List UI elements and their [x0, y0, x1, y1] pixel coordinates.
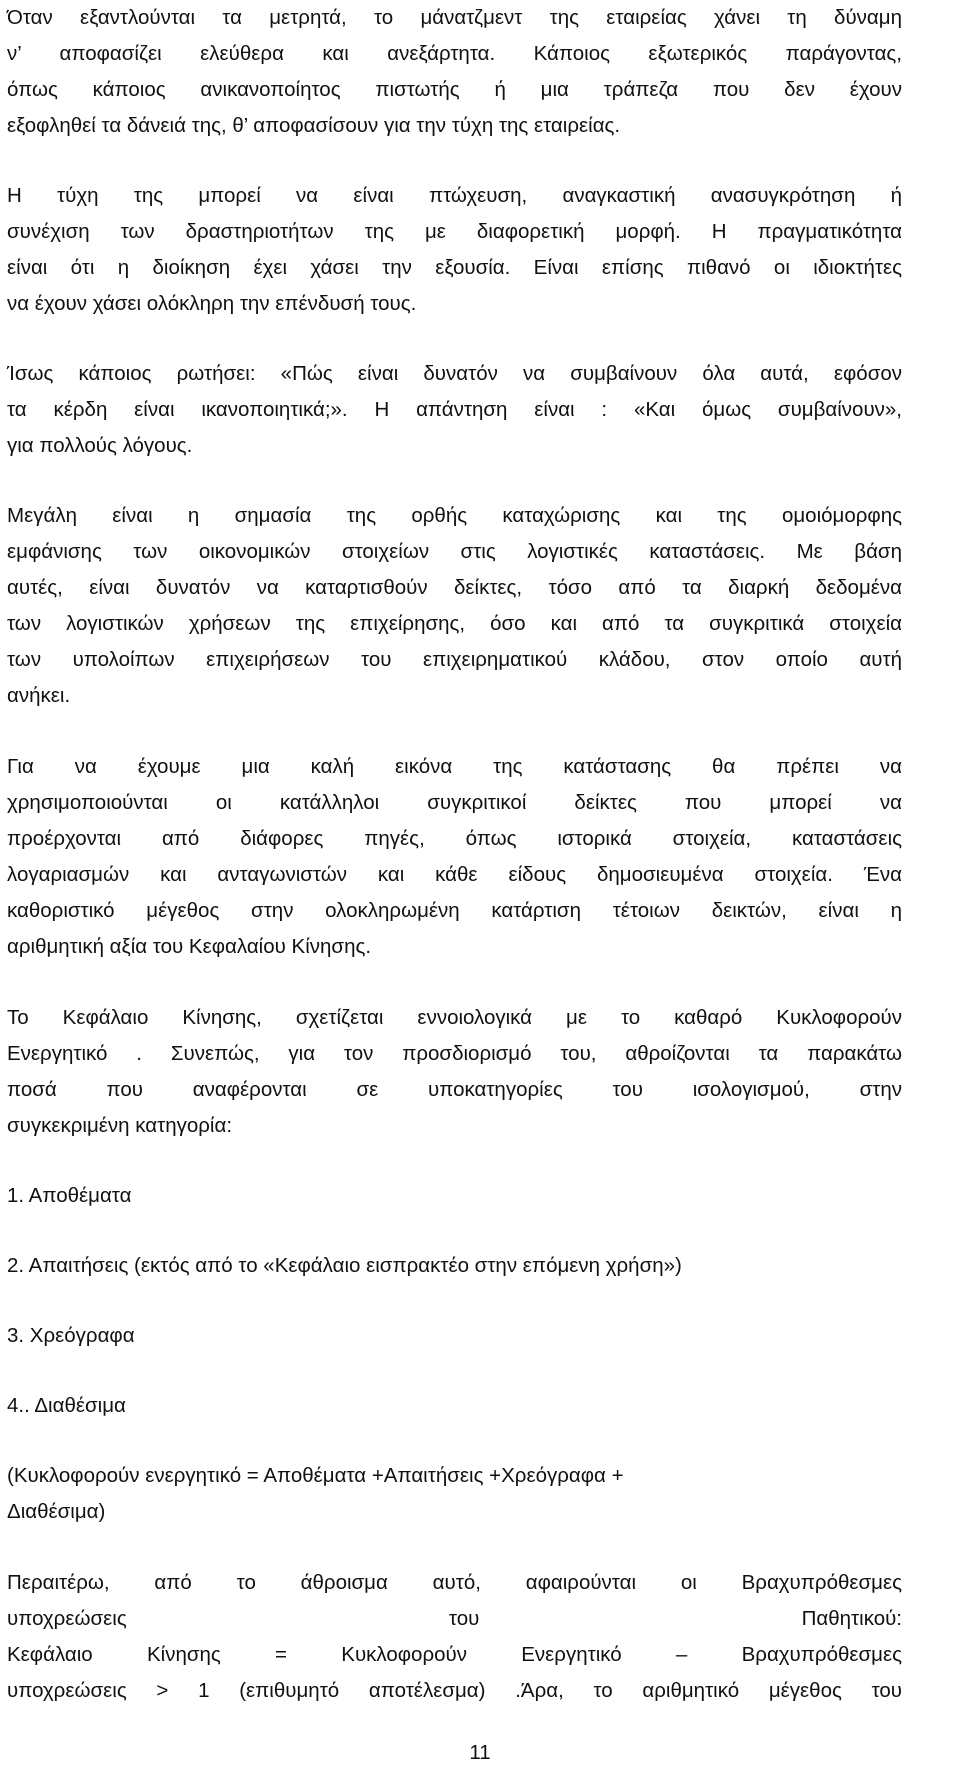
text-line: Για να έχουμε μια καλή εικόνα της κατάστασης θα πρέπει να	[7, 755, 902, 778]
paragraph-short-term-liabilities	[7, 1565, 902, 1709]
paragraph-financial-records	[7, 498, 902, 714]
text-line: τα κέρδη είναι ικανοποιητικά;». Η απάντηση είναι : «Και όμως συμβαίνουν»,	[7, 398, 902, 421]
paragraph-cash-depletion	[7, 0, 902, 144]
paragraph-company-fate	[7, 178, 902, 322]
list-item: 2. Απαιτήσεις (εκτός από το «Κεφάλαιο εισπρακτέο στην επόμενη χρήση»)	[7, 1254, 682, 1277]
text-line: Διαθέσιμα)	[7, 1500, 106, 1523]
text-line: υποχρεώσεις > 1 (επιθυμητό αποτέλεσμα) .Άρα, το αριθμητικό μέγεθος του	[7, 1679, 902, 1702]
text-line: των λογιστικών χρήσεων της επιχείρησης, όσο και από τα συγκριτικά στοιχεία	[7, 612, 902, 635]
text-line: για πολλούς λόγους.	[7, 434, 193, 457]
text-line: όπως κάποιος ανικανοποίητος πιστωτής ή μια τράπεζα που δεν έχουν	[7, 78, 902, 101]
paragraph-question	[7, 356, 902, 464]
page-number: 11	[469, 1741, 491, 1764]
text-line: αριθμητική αξία του Κεφαλαίου Κίνησης.	[7, 935, 372, 958]
text-line: ανήκει.	[7, 684, 71, 707]
text-line: να έχουν χάσει ολόκληρη την επένδυσή τους.	[7, 292, 417, 315]
text-line: Ενεργητικό . Συνεπώς, για τον προσδιορισμό του, αθροίζονται τα παρακάτω	[7, 1042, 902, 1065]
text-line: Κεφάλαιο Κίνησης = Κυκλοφορούν Ενεργητικό – Βραχυπρόθεσμες	[7, 1643, 902, 1666]
text-line: (Κυκλοφορούν ενεργητικό = Αποθέματα +Απαιτήσεις +Χρεόγραφα +	[7, 1464, 624, 1487]
text-line: υποχρεώσεις του Παθητικού:	[7, 1607, 902, 1630]
formula-current-assets	[7, 1458, 902, 1530]
text-line: Το Κεφάλαιο Κίνησης, σχετίζεται εννοιολογικά με το καθαρό Κυκλοφορούν	[7, 1006, 902, 1029]
document-page	[7, 0, 902, 1709]
text-line: Περαιτέρω, από το άθροισμα αυτό, αφαιρούνται οι Βραχυπρόθεσμες	[7, 1571, 902, 1594]
paragraph-working-capital	[7, 1000, 902, 1144]
text-line: εξοφληθεί τα δάνειά της, θ’ αποφασίσουν για την τύχη της εταιρείας.	[7, 114, 621, 137]
text-line: Μεγάλη είναι η σημασία της ορθής καταχώρισης και της ομοιόμορφης	[7, 504, 902, 527]
text-line: εμφάνισης των οικονομικών στοιχείων στις λογιστικές καταστάσεις. Με βάση	[7, 540, 902, 563]
list-item: 3. Χρεόγραφα	[7, 1324, 135, 1347]
text-line: καθοριστικό μέγεθος στην ολοκληρωμένη κατάρτιση τέτοιων δεικτών, είναι η	[7, 899, 902, 922]
text-line: λογαριασμών και ανταγωνιστών και κάθε είδους δημοσιευμένα στοιχεία. Ένα	[7, 863, 902, 886]
text-line: προέρχονται από διάφορες πηγές, όπως ιστορικά στοιχεία, καταστάσεις	[7, 827, 902, 850]
text-line: Η τύχη της μπορεί να είναι πτώχευση, αναγκαστική ανασυγκρότηση ή	[7, 184, 902, 207]
text-line: συνέχιση των δραστηριοτήτων της με διαφορετική μορφή. Η πραγματικότητα	[7, 220, 902, 243]
text-line: Ίσως κάποιος ρωτήσει: «Πώς είναι δυνατόν να συμβαίνουν όλα αυτά, εφόσον	[7, 362, 902, 385]
text-line: χρησιμοποιούνται οι κατάλληλοι συγκριτικοί δείκτες που μπορεί να	[7, 791, 902, 814]
text-line: ποσά που αναφέρονται σε υποκατηγορίες του ισολογισμού, στην	[7, 1078, 902, 1101]
list-item: 1. Αποθέματα	[7, 1184, 132, 1207]
text-line: των υπολοίπων επιχειρήσεων του επιχειρηματικού κλάδου, στον οποίο αυτή	[7, 648, 902, 671]
text-line: ν’ αποφασίζει ελεύθερα και ανεξάρτητα. Κάποιος εξωτερικός παράγοντας,	[7, 42, 902, 65]
paragraph-comparative-ratios	[7, 749, 902, 965]
text-line: συγκεκριμένη κατηγορία:	[7, 1114, 233, 1137]
text-line: είναι ότι η διοίκηση έχει χάσει την εξουσία. Είναι επίσης πιθανό οι ιδιοκτήτες	[7, 256, 902, 279]
list-item: 4.. Διαθέσιμα	[7, 1394, 126, 1417]
text-line: Όταν εξαντλούνται τα μετρητά, το μάνατζμεντ της εταιρείας χάνει τη δύναμη	[7, 6, 902, 29]
text-line: αυτές, είναι δυνατόν να καταρτισθούν δείκτες, τόσο από τα διαρκή δεδομένα	[7, 576, 902, 599]
